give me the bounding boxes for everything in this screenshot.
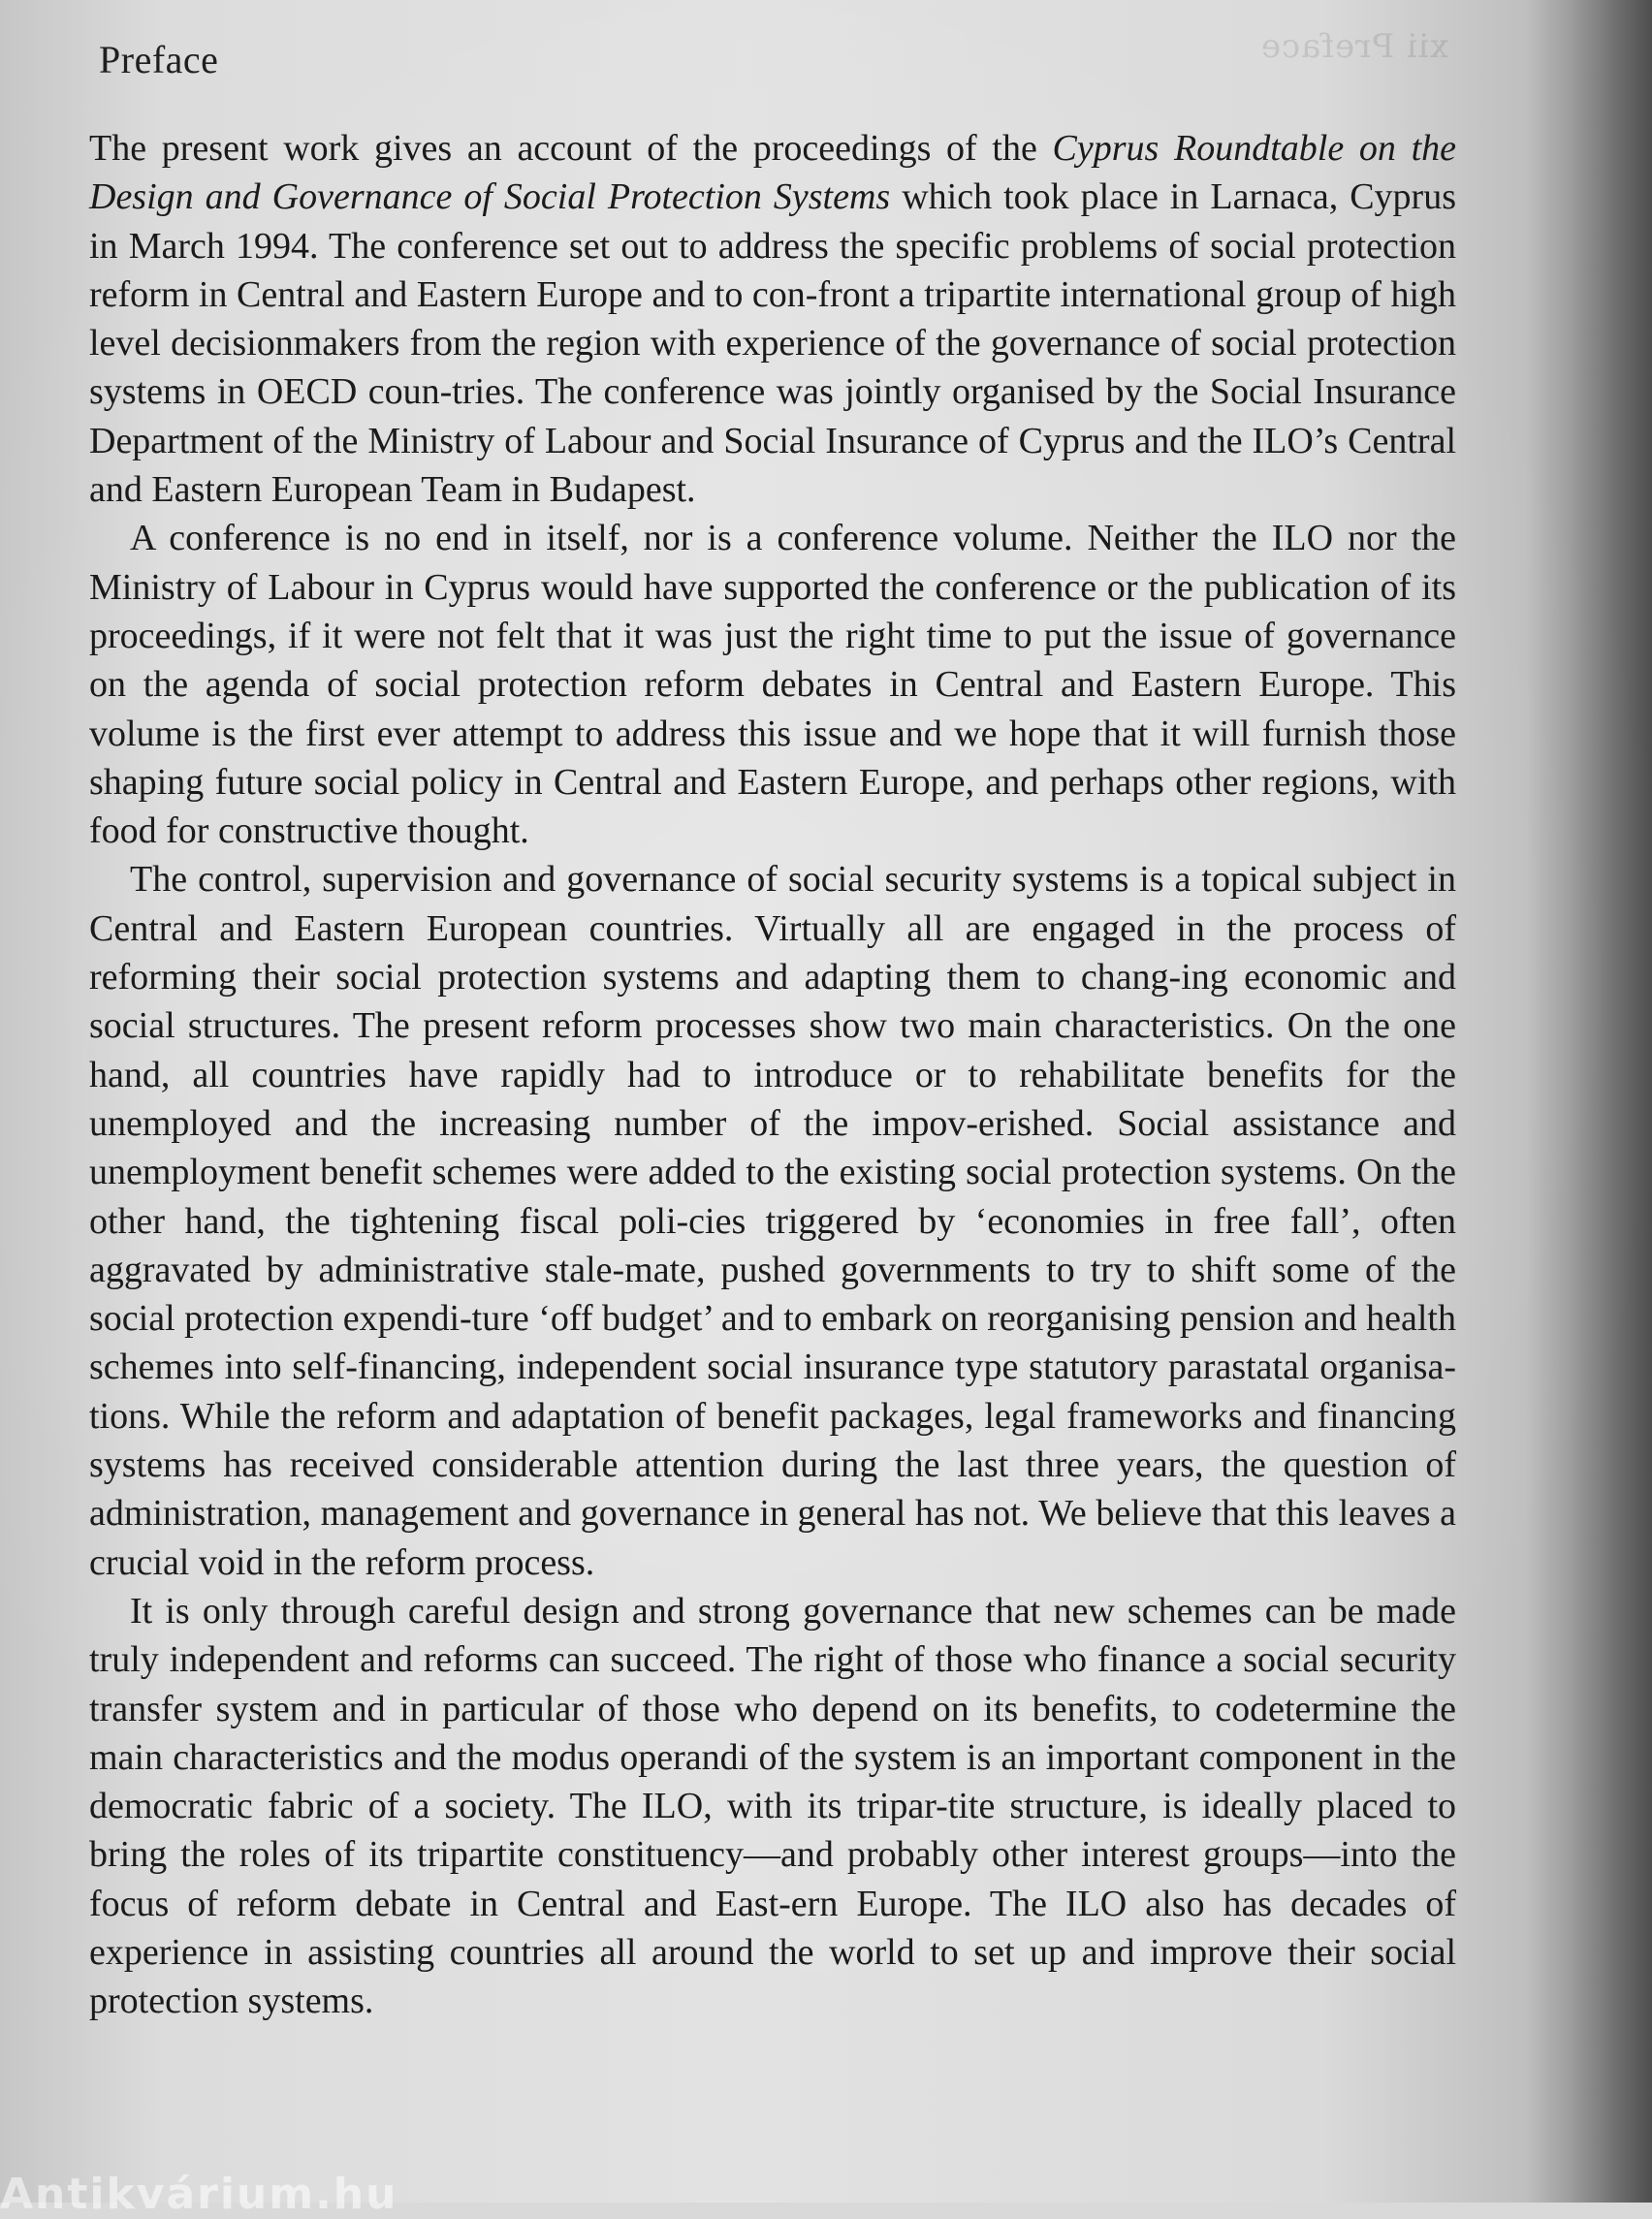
paragraph-4: It is only through careful design and strong governance that new schemes can be made truly independent and reforms can succeed. The right of those who finance a social security transfer system and in particular of those who depend on its benefits, to codetermine the main characteristics and the modus operandi of the system is an important component in the democratic fabric of a society. The ILO, with its tripar-tite structure, is ideally placed to bring the roles of its tripartite constituency—and probably other interest groups—into the focus of reform debate in Central and East-ern Europe. The ILO also has decades of experience in assisting countries all around the world to set up and improve their social protection systems. <box>89 1590 1456 2022</box>
page-gutter-shadow <box>1526 0 1652 2203</box>
running-head: Preface <box>99 38 219 81</box>
preface-body <box>89 124 1456 2026</box>
paragraph-1-rest: which took place in Larnaca, Cyprus in March 1994. The conference set out to address the specific problems of social protection reform in Central and Eastern Europe and to con-front a tripartite international group of high level decisionmakers from the region with experience of the governance of social protection systems in OECD coun-tries. The conference was jointly organised by the Social Insurance Department of the Ministry of Labour and Social Insurance of Cyprus and the ILO’s Central and Eastern European Team in Budapest. <box>89 176 1456 511</box>
show-through-running-head: xii Preface <box>1260 27 1448 66</box>
paragraph-1 <box>89 124 1456 514</box>
conference-title: Cyprus Roundtable on the Design and Governance of Social Protection Systems <box>89 128 1456 218</box>
paragraph-1-lead: The present work gives an account of the proceedings of the <box>89 128 1053 169</box>
paragraph-2: A conference is no end in itself, nor is a conference volume. Neither the ILO nor the Ministry of Labour in Cyprus would have supported the conference or the publication of its proceedings, if it were not felt that it was just the right time to put the issue of governance on the agenda of social protection reform debates in Central and Eastern Europe. This volume is the first ever attempt to address this issue and we hope that it will furnish those shaping future social policy in Central and Eastern Europe, and perhaps other regions, with food for constructive thought. <box>89 518 1456 852</box>
paragraph-3: The control, supervision and governance of social security systems is a topical subject in Central and Eastern European countries. Virtually all are engaged in the process of reforming their social protection systems and adapting them to chang-ing economic and social structures. The present reform processes show two main characteristics. On the one hand, all countries have rapidly had to introduce or to rehabilitate benefits for the unemployed and the increasing number of the impov-erished. Social assistance and unemployment benefit schemes were added to the existing social protection systems. On the other hand, the tightening fiscal poli-cies triggered by ‘economies in free fall’, often aggravated by administrative stale-mate, pushed governments to try to shift some of the social protection expendi-ture ‘off budget’ and to embark on reorganising pension and health schemes into self-financing, independent social insurance type statutory parastatal organisa-tions. While the reform and adaptation of benefit packages, legal frameworks and financing systems has received considerable attention during the last three years, the question of administration, management and governance in general has not. We believe that this leaves a crucial void in the reform process. <box>89 859 1456 1583</box>
watermark: Antikvárium.hu <box>0 2170 398 2219</box>
